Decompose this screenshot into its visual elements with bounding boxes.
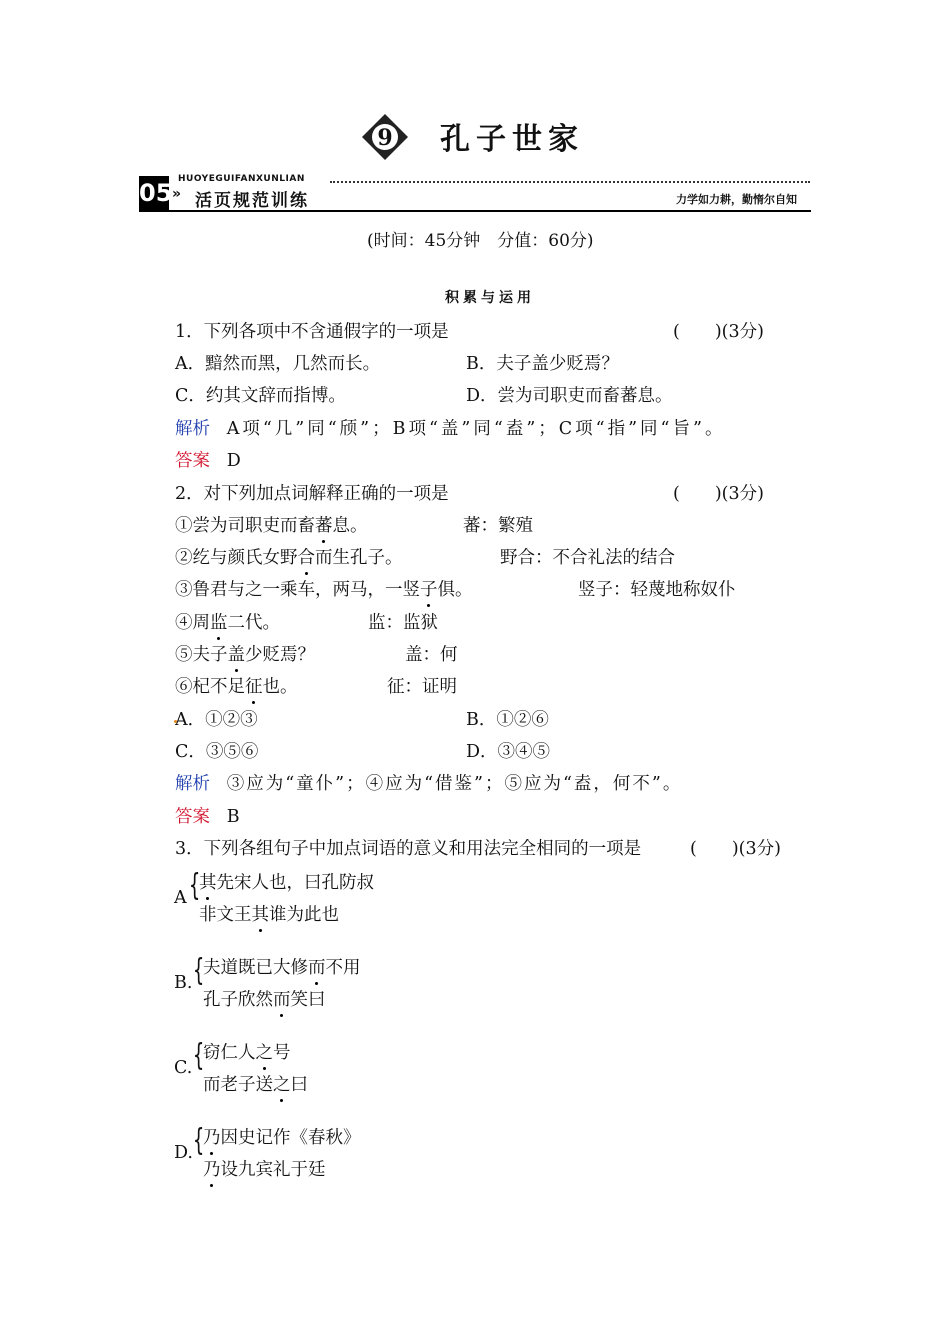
brace-icon: { xyxy=(192,1123,205,1158)
banner-arrow-icon: » xyxy=(172,186,182,202)
analysis-label: 解析 xyxy=(175,774,210,794)
q2-option-c: C．③⑤⑥ xyxy=(175,742,259,762)
q2-item-2: ②纥与颜氏女野合而生孔子。 xyxy=(175,544,403,569)
answer-value: B xyxy=(226,807,240,827)
q3-option-d-letter: D. xyxy=(174,1143,193,1163)
q3-option-a-sentence-1: 其先宋人也，曰孔防叔 xyxy=(199,869,374,894)
q2-stem: 2．对下列加点词解释正确的一项是 xyxy=(175,484,449,504)
dotted-char: 蕃 xyxy=(315,512,333,537)
q3-option-c-sentence-2: 而老子送之曰 xyxy=(203,1071,308,1096)
brace-icon: { xyxy=(192,953,205,988)
dotted-char: 之 xyxy=(273,1071,291,1096)
q1-score: ( )(3分) xyxy=(673,322,764,342)
answer-value: D xyxy=(226,451,241,471)
q3-option-a-sentence-2: 非文王其谁为此也 xyxy=(199,901,339,926)
banner-motto: 力学如力耕，勤惰尔自知 xyxy=(676,193,797,206)
q2-score: ( )(3分) xyxy=(673,484,764,504)
page-title: 孔子世家 xyxy=(440,122,584,157)
banner-divider xyxy=(139,210,811,212)
lesson-number-badge xyxy=(360,112,410,162)
q3-option-d-sentence-1: 乃因史记作《春秋》 xyxy=(203,1124,361,1149)
q2-gloss-6: 征：证明 xyxy=(387,677,457,697)
dotted-char: 合 xyxy=(298,544,316,569)
q2-analysis xyxy=(175,770,682,795)
lesson-number: 9 xyxy=(377,125,393,151)
banner-label: 活页规范训练 xyxy=(195,191,309,211)
dotted-char: 其 xyxy=(252,901,270,926)
q3-option-b-letter: B. xyxy=(174,973,193,993)
q2-option-d: D．③④⑤ xyxy=(466,742,551,762)
dotted-char: 而 xyxy=(308,954,326,979)
banner-pinyin: HUOYEGUIFANXUNLIAN xyxy=(178,174,305,184)
brace-icon: { xyxy=(192,1038,205,1073)
q2-item-1: ①尝为司职吏而畜蕃息。 xyxy=(175,512,368,537)
q2-item-3: ③鲁君与之一乘车，两马，一竖子俱。 xyxy=(175,576,473,601)
q2-option-b: B．①②⑥ xyxy=(466,710,549,730)
brace-icon: { xyxy=(188,868,201,903)
q1-option-a: A．黯然而黑，几然而长。 xyxy=(175,354,381,374)
q1-option-d: D．尝为司职吏而畜蕃息。 xyxy=(466,386,673,406)
q2-gloss-4: 监：监狱 xyxy=(368,613,438,633)
q2-item-5: ⑤夫子盖少贬焉？ xyxy=(175,641,315,666)
dotted-char: 子 xyxy=(420,576,438,601)
q2-gloss-3: 竖子：轻蔑地称奴仆 xyxy=(578,580,736,600)
analysis-label: 解析 xyxy=(175,419,210,439)
analysis-text: ③应为“童仆”；④应为“借鉴”；⑤应为“盍，何不”。 xyxy=(226,774,683,794)
q2-gloss-2: 野合：不合礼法的结合 xyxy=(500,548,675,568)
q2-item-6: ⑥杞不足征也。 xyxy=(175,673,298,698)
answer-label: 答案 xyxy=(175,451,210,471)
q1-option-b: B．夫子盖少贬焉？ xyxy=(466,354,619,374)
dotted-char: 之 xyxy=(256,1039,274,1064)
dotted-char: 其 xyxy=(199,869,217,894)
dotted-char: 征 xyxy=(245,673,263,698)
q1-answer xyxy=(175,447,241,472)
dotted-char: 盖 xyxy=(228,641,246,666)
q2-gloss-5: 盖：何 xyxy=(405,645,458,665)
q2-gloss-1: 蕃：繁殖 xyxy=(463,516,533,536)
answer-label: 答案 xyxy=(175,807,210,827)
q2-answer xyxy=(175,803,240,828)
q3-option-b-sentence-1: 夫道既已大修而不用 xyxy=(203,954,361,979)
section-heading: 积累与运用 xyxy=(445,290,535,306)
time-info: (时间：45分钟 分值：60分) xyxy=(367,231,594,251)
dotted-char: 乃 xyxy=(203,1156,221,1181)
q3-option-d-sentence-2: 乃设九宾礼于廷 xyxy=(203,1156,326,1181)
q3-option-c-sentence-1: 窃仁人之号 xyxy=(203,1039,291,1064)
q3-option-c-letter: C. xyxy=(174,1058,193,1078)
section-number: 05 xyxy=(139,176,169,210)
dotted-char: 监 xyxy=(210,609,228,634)
q1-analysis xyxy=(175,415,725,440)
banner-dotted-line xyxy=(330,181,810,183)
q2-item-4: ④周监二代。 xyxy=(175,609,280,634)
dotted-char: 而 xyxy=(273,986,291,1011)
q1-stem: 1．下列各项中不含通假字的一项是 xyxy=(175,322,449,342)
dotted-char: 乃 xyxy=(203,1124,221,1149)
q3-stem: 3．下列各组句子中加点词语的意义和用法完全相同的一项是 xyxy=(175,839,642,859)
q1-option-c: C．约其文辞而指博。 xyxy=(175,386,346,406)
q3-option-a-letter: A xyxy=(174,888,187,908)
analysis-text: A项“几”同“颀”；B项“盖”同“盍”；C项“指”同“旨”。 xyxy=(226,419,726,439)
q3-score: ( )(3分) xyxy=(690,839,781,859)
q3-option-b-sentence-2: 孔子欣然而笑曰 xyxy=(203,986,326,1011)
q2-option-a: A．①②③ xyxy=(175,710,258,730)
